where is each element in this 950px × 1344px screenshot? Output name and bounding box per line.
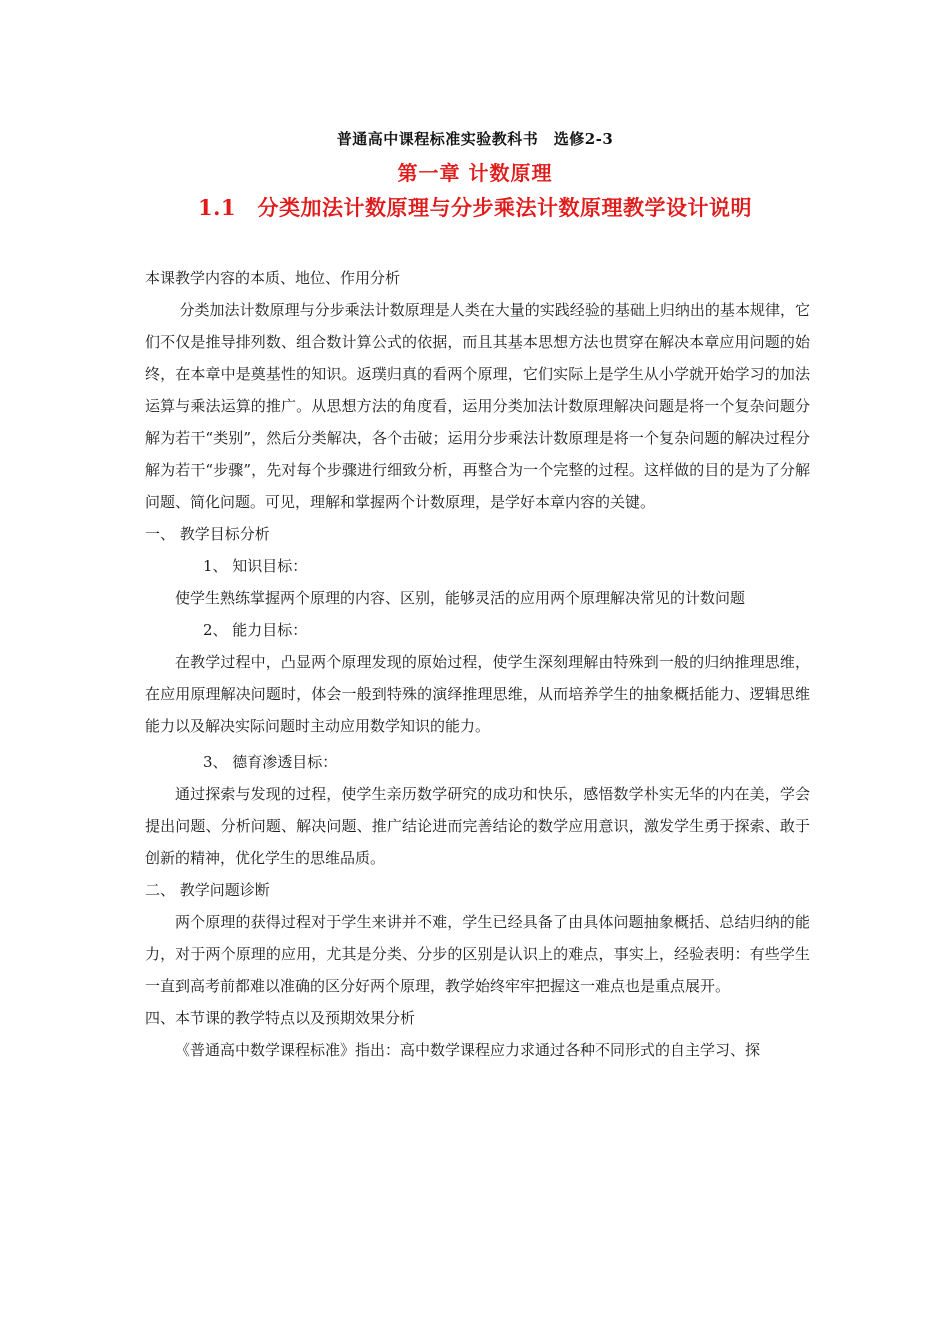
subheading-moral-goal: 3、 德育渗透目标： [203, 753, 338, 771]
heading-nature: 本课教学内容的本质、地位、作用分析 [145, 269, 401, 287]
chapter-title: 第一章 计数原理 [397, 161, 553, 185]
document-body [145, 262, 810, 1066]
paragraph-teaching-features: 《普通高中数学课程标准》指出：高中数学课程应力求通过各种不同形式的自主学习、探 [175, 1041, 761, 1059]
paragraph-ability-goal: 在教学过程中，凸显两个原理发现的原始过程，使学生深刻理解由特殊到一般的归纳推理思维，在应用原理解决问题时，体会一般到特殊的演绎推理思维，从而培养学生的抽象概括能力、逻辑思维能力以及解决实际问题时主动应用数学知识的能力。 [145, 653, 810, 735]
paragraph-moral-goal: 通过探索与发现的过程，使学生亲历数学研究的成功和快乐，感悟数学朴实无华的内在美，学会提出问题、分析问题、解决问题、推广结论进而完善结论的数学应用意识，激发学生勇于探索、敢于创新的精神，优化学生的思维品质。 [145, 785, 810, 867]
heading-problem-diagnosis: 二、 教学问题诊断 [145, 881, 270, 899]
heading-teaching-goals: 一、 教学目标分析 [145, 525, 270, 543]
paragraph-nature: 分类加法计数原理与分步乘法计数原理是人类在大量的实践经验的基础上归纳出的基本规律，它们不仅是推导排列数、组合数计算公式的依据，而且其基本思想方法也贯穿在解决本章应用问题的始终，在本章中是奠基性的知识。返璞归真的看两个原理，它们实际上是学生从小学就开始学习的加法运算与乘法运算的推广。从思想方法的角度看，运用分类加法计数原理解决问题是将一个复杂问题分解为若干“类别”，然后分类解决，各个击破；运用分步乘法计数原理是将一个复杂问题的解决过程分解为若干“步骤”，先对每个步骤进行细致分析，再整合为一个完整的过程。这样做的目的是为了分解问题、简化问题。可见，理解和掌握两个计数原理，是学好本章内容的关键。 [145, 301, 810, 511]
subheading-ability-goal: 2、 能力目标： [203, 621, 308, 639]
textbook-series-title: 普通高中课程标准实验教科书 选修2-3 [336, 130, 614, 148]
paragraph-problem-diagnosis: 两个原理的获得过程对于学生来讲并不难，学生已经具备了由具体问题抽象概括、总结归纳的能力，对于两个原理的应用，尤其是分类、分步的区别是认识上的难点，事实上，经验表明：有些学生一直到高考前都难以准确的区分好两个原理，教学始终牢牢把握这一难点也是重点展开。 [145, 913, 810, 995]
paragraph-knowledge-goal: 使学生熟练掌握两个原理的内容、区别，能够灵活的应用两个原理解决常见的计数问题 [175, 589, 746, 607]
heading-teaching-features: 四、本节课的教学特点以及预期效果分析 [145, 1009, 416, 1027]
subheading-knowledge-goal: 1、 知识目标： [203, 557, 308, 575]
section-title: 1.1 分类加法计数原理与分步乘法计数原理教学设计说明 [197, 195, 753, 220]
